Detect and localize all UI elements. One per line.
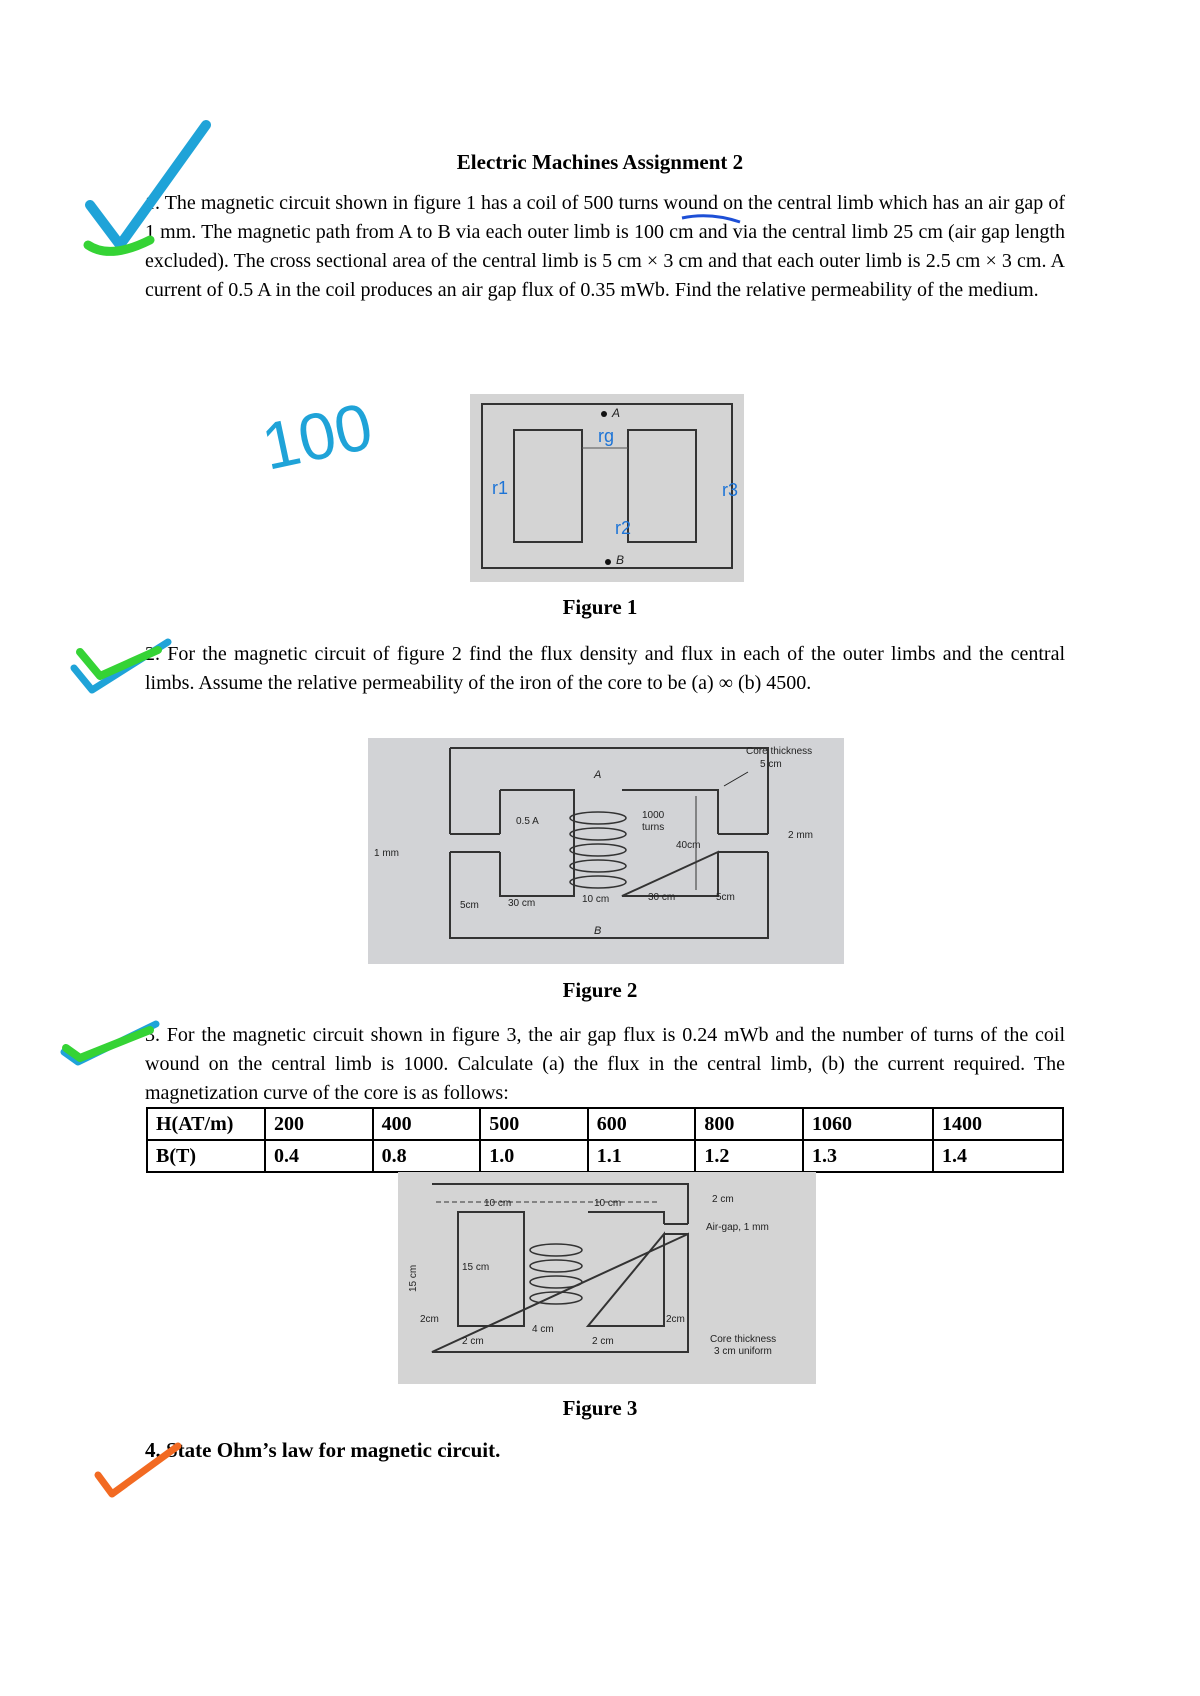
handwritten-answer: 100 [255,388,379,484]
question-4-number: 4. [145,1438,161,1462]
point-b-label: B [594,925,602,937]
dim-1mm: 1 mm [374,848,399,859]
question-3-number: 3. [145,1024,160,1046]
question-3-text: For the magnetic circuit shown in figure 3, the air gap flux is 0.24 mWb and the number of turns of the coil wound on the central limb is 1000. Calculate (a) the flux in the central limb, (b) the current required. The magnetization curve of the core is as follows: [145,1024,1065,1104]
table-cell: 1060 [803,1108,933,1140]
current-label: 0.5 A [516,816,539,827]
check-mark-q4-orange [98,1446,178,1494]
label-r2: r2 [615,518,632,538]
point-a-label: A [594,769,602,781]
table-cell: 0.8 [373,1140,481,1172]
dim-2cm-left: 2cm [420,1314,439,1325]
dim-15cm-outer: 15 cm [408,1264,419,1292]
label-rg: rg [598,426,615,446]
table-cell: 1.3 [803,1140,933,1172]
figure-3-caption: Figure 3 [562,1396,638,1420]
dim-15cm-inner: 15 cm [462,1262,490,1273]
dim-2cm-right: 2cm [666,1314,685,1325]
label-r1: r1 [492,478,509,498]
question-2-number: 2. [145,643,160,665]
dim-10cm-a: 10 cm [484,1198,512,1209]
figure-1-caption: Figure 1 [562,595,638,619]
dim-30cm-left: 30 cm [508,898,536,909]
page-title: Electric Machines Assignment 2 [456,150,744,174]
table-cell: 1400 [933,1108,1063,1140]
figure-2-caption: Figure 2 [562,978,638,1002]
dim-5cm-right: 5cm [716,892,735,903]
table-cell: 400 [373,1108,481,1140]
air-gap-label: Air-gap, 1 mm [706,1222,769,1233]
dim-2cm-bottom-left: 2 cm [462,1336,484,1347]
table-cell: 500 [480,1108,588,1140]
core-thickness-value: 5 cm [760,759,782,770]
dim-2cm-bottom-mid: 2 cm [592,1336,614,1347]
question-4-text: State Ohm’s law for magnetic circuit. [166,1438,501,1462]
table-cell: 1.0 [480,1140,588,1172]
dim-10cm: 10 cm [582,894,610,905]
table-cell: 0.4 [265,1140,373,1172]
table-cell: 1.2 [695,1140,803,1172]
table-cell: 1.1 [588,1140,696,1172]
point-b-label: B [616,553,625,567]
table-cell: 600 [588,1108,696,1140]
core-thickness-value: 3 cm uniform [714,1346,772,1357]
dim-2cm-top: 2 cm [712,1194,734,1205]
table-header-h: H(AT/m) [147,1108,265,1140]
dim-4cm: 4 cm [532,1324,554,1335]
question-1-number: 1. [145,192,160,214]
table-header-b: B(T) [147,1140,265,1172]
check-mark-q1-blue [90,125,206,245]
dim-30cm-right: 30 cm [648,892,676,903]
core-thickness-label: Core thickness [710,1334,777,1345]
table-cell: 1.4 [933,1140,1063,1172]
dim-5cm-left: 5cm [460,900,479,911]
question-1-text: The magnetic circuit shown in figure 1 has a coil of 500 turns wound on the central limb which has an air gap of 1 mm. The magnetic path from A to B via each outer limb is 100 cm and via the central limb 25 cm (air gap length excluded). The cross sectional area of the central limb is 5 cm × 3 cm and that each outer limb is 2.5 cm × 3 cm. A current of 0.5 A in the coil produces an air gap flux of 0.35 mWb. Find the relative permeability of the medium. [145,192,1065,301]
dim-2mm: 2 mm [788,830,813,841]
table-cell: 800 [695,1108,803,1140]
underline-a-to-b [682,216,740,222]
check-mark-q3-green [66,1030,150,1058]
label-r3: r3 [722,480,739,500]
core-thickness-label: Core thickness [746,746,813,757]
turns-word: turns [642,822,665,833]
turns-number: 1000 [642,810,665,821]
dim-40cm: 40cm [676,840,701,851]
table-cell: 200 [265,1108,373,1140]
dim-10cm-b: 10 cm [594,1198,622,1209]
question-2-text: For the magnetic circuit of figure 2 find the flux density and flux in each of the outer limbs and the central limbs. Assume the relative permeability of the iron of the core to be (a) ∞ (b) 4500. [145,643,1066,694]
point-a-label: A [612,406,621,420]
